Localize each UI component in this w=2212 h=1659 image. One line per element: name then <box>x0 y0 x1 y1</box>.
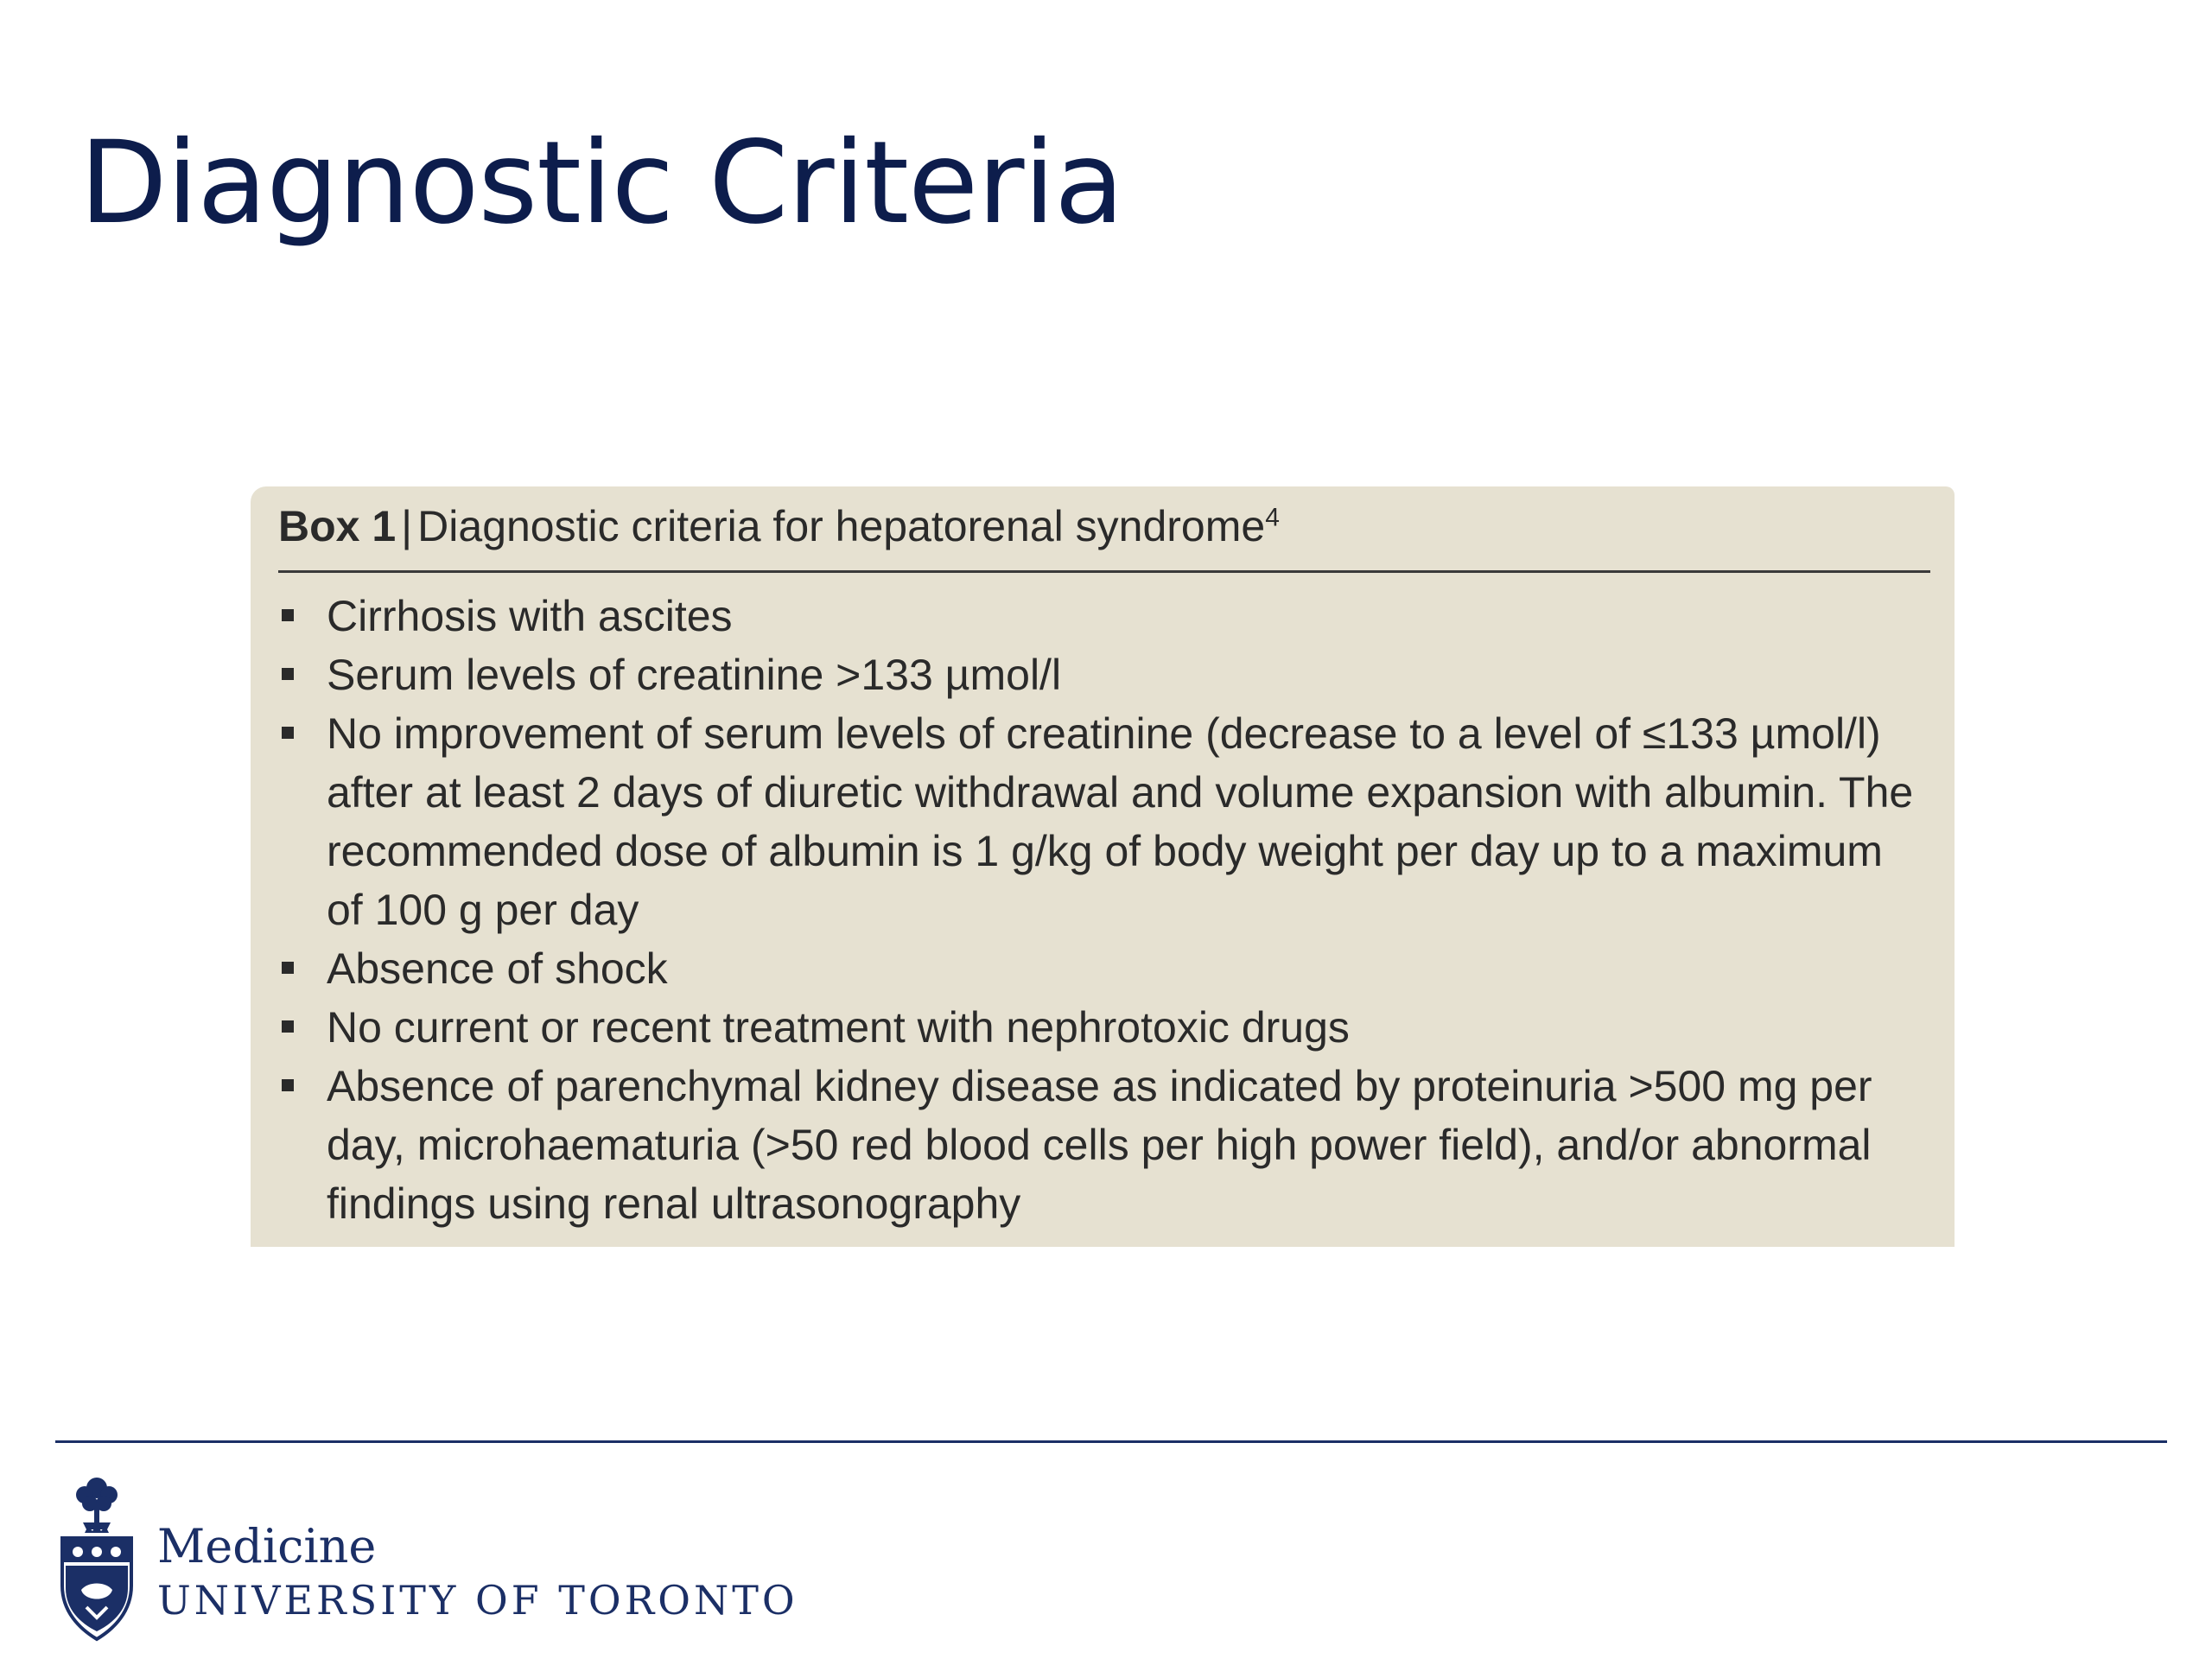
bullet-icon <box>282 1079 294 1091</box>
criterion-text: Absence of shock <box>327 944 668 993</box>
university-name: UNIVERSITY OF TORONTO <box>157 1576 798 1624</box>
slide-title: Diagnostic Criteria <box>79 117 1124 250</box>
criterion-creatinine <box>278 645 1930 704</box>
university-crest-icon <box>54 1469 140 1650</box>
bullet-icon <box>282 609 294 621</box>
criterion-text: Cirrhosis with ascites <box>327 592 733 640</box>
bullet-icon <box>282 962 294 974</box>
box-heading-reference: 4 <box>1265 503 1280 532</box>
criterion-text: No improvement of serum levels of creatinine (decrease to a level of ≤133 µmol/l) after at least 2 days of diuretic withdrawal and volume expansion with albumin. The recommended dose of albumin is 1 g/kg of body weight per day up to a maximum of 100 g per day <box>327 709 1914 934</box>
box-heading <box>278 499 1930 573</box>
criterion-text: Absence of parenchymal kidney disease as indicated by proteinuria >500 mg per day, microhaematuria (>50 red blood cells per high power field), and/or abnormal findings using renal ultrasonography <box>327 1062 1872 1228</box>
criterion-absence-of-shock <box>278 939 1930 998</box>
criterion-nephrotoxic-drugs <box>278 998 1930 1057</box>
criterion-text: Serum levels of creatinine >133 µmol/l <box>327 651 1062 699</box>
criterion-cirrhosis <box>278 587 1930 645</box>
box-separator: | <box>401 502 413 550</box>
box-label: Box 1 <box>278 502 397 550</box>
criterion-no-improvement <box>278 704 1930 939</box>
faculty-name: Medicine <box>157 1519 377 1573</box>
bullet-icon <box>282 727 294 739</box>
box-heading-text: Diagnostic criteria for hepatorenal syndrome <box>417 502 1266 550</box>
bullet-icon <box>282 668 294 680</box>
criteria-box <box>251 486 1955 1247</box>
footer-divider <box>55 1440 2167 1443</box>
bullet-icon <box>282 1020 294 1033</box>
criteria-list <box>278 587 1930 1233</box>
footer-branding <box>157 1519 798 1627</box>
criterion-text: No current or recent treatment with nephrotoxic drugs <box>327 1003 1350 1052</box>
criterion-parenchymal-disease <box>278 1057 1930 1233</box>
